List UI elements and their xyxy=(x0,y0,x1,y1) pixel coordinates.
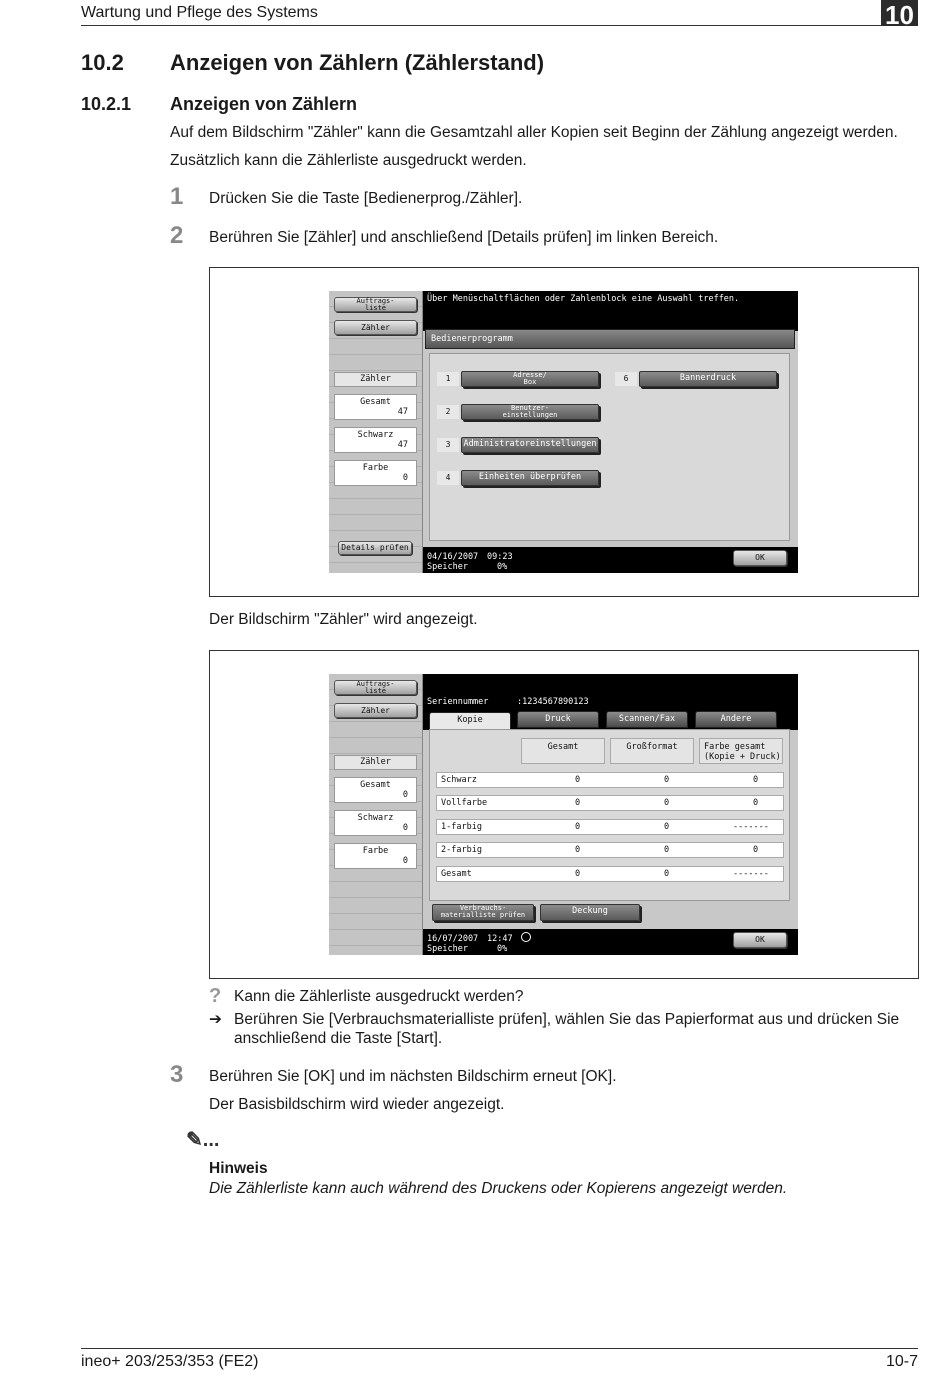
side-counter-label: Zähler xyxy=(334,372,417,387)
menu-number: 6 xyxy=(615,372,637,386)
serial-label: Seriennummer xyxy=(427,697,489,707)
counter-label: Farbe xyxy=(362,463,389,473)
counter-label: Gesamt xyxy=(360,397,391,407)
job-list-button[interactable]: Auftrags- liste xyxy=(334,680,417,695)
table-row xyxy=(436,795,784,811)
cell-value: 0 xyxy=(664,845,670,855)
panel-title: Bedienerprogramm xyxy=(431,334,513,344)
table-row xyxy=(436,772,784,788)
table-row xyxy=(436,866,784,882)
details-check-button[interactable]: Details prüfen xyxy=(338,541,412,555)
time: 12:47 xyxy=(487,934,513,944)
menu-button-banner-print[interactable]: Bannerdruck xyxy=(639,371,777,387)
menu-number: 1 xyxy=(437,372,459,386)
memory-value: 0% xyxy=(497,562,508,572)
cell-value: ------- xyxy=(733,869,769,879)
arrow-icon: ➔ xyxy=(209,1011,222,1028)
step-text: Berühren Sie [Zähler] und anschließend [Details prüfen] im linken Bereich. xyxy=(209,229,719,246)
menu-button-admin-settings[interactable]: Administratoreinstellungen xyxy=(461,437,599,453)
counter-label: Schwarz xyxy=(357,813,394,823)
chapter-number: 10 xyxy=(885,0,914,30)
cell-value: 0 xyxy=(753,845,759,855)
row-label: Schwarz xyxy=(441,775,477,785)
result-text: Der Basisbildschirm wird wieder angezeigt. xyxy=(209,1096,505,1113)
subsection-number: 10.2.1 xyxy=(81,94,132,114)
counter-value: 0 xyxy=(402,473,408,483)
network-icon xyxy=(521,932,531,942)
top-info-bar xyxy=(423,674,798,710)
step-number: 3 xyxy=(170,1061,184,1088)
note-text: Die Zählerliste kann auch während des Druckens oder Kopierens angezeigt werden. xyxy=(209,1180,788,1197)
cell-value: 0 xyxy=(575,822,581,832)
control-panel-screen-counter xyxy=(329,674,798,955)
menu-button-user-settings[interactable]: Benutzer- einstellungen xyxy=(461,404,599,420)
counter-label: Gesamt xyxy=(360,780,391,790)
side-counter-label: Zähler xyxy=(334,755,417,770)
counter-button[interactable]: Zähler xyxy=(334,320,417,335)
row-label: 1-farbig xyxy=(441,822,482,832)
cell-value: 0 xyxy=(575,798,581,808)
row-label: 2-farbig xyxy=(441,845,482,855)
step-number: 1 xyxy=(170,183,184,210)
instruction-text: Über Menüschaltflächen oder Zahlenblock eine Auswahl treffen. xyxy=(427,294,740,304)
memory-label: Speicher xyxy=(427,562,468,572)
menu-number: 2 xyxy=(437,405,459,419)
pencil-note-icon: ✎... xyxy=(186,1129,220,1151)
column-header: Gesamt xyxy=(521,738,605,764)
faq-answer-line-2: anschließend die Taste [Start]. xyxy=(234,1030,443,1047)
cell-value: 0 xyxy=(575,845,581,855)
counter-label: Farbe xyxy=(362,846,389,856)
tab-other[interactable]: Andere xyxy=(695,711,777,728)
tab-copy[interactable]: Kopie xyxy=(429,712,511,729)
counter-value: 0 xyxy=(402,823,408,833)
result-text: Der Bildschirm "Zähler" wird angezeigt. xyxy=(209,611,478,628)
job-list-button[interactable]: Auftrags- liste xyxy=(334,297,417,312)
tab-print[interactable]: Druck xyxy=(517,711,599,728)
cell-value: 0 xyxy=(575,775,581,785)
page-number: 10-7 xyxy=(885,1353,918,1370)
note-title: Hinweis xyxy=(209,1160,268,1177)
menu-number: 3 xyxy=(437,438,459,452)
cell-value: 0 xyxy=(753,775,759,785)
cell-value: 0 xyxy=(664,775,670,785)
coverage-button[interactable]: Deckung xyxy=(540,904,640,921)
counter-black xyxy=(334,427,417,453)
counter-value: 47 xyxy=(397,440,408,450)
faq-question: Kann die Zählerliste ausgedruckt werden? xyxy=(234,988,524,1005)
row-label: Gesamt xyxy=(441,869,472,879)
running-header: Wartung und Pflege des Systems xyxy=(81,4,318,21)
counter-button[interactable]: Zähler xyxy=(334,703,417,718)
cell-value: 0 xyxy=(664,798,670,808)
section-number: 10.2 xyxy=(81,50,124,75)
column-header: Großformat xyxy=(610,738,694,764)
counter-total xyxy=(334,777,417,803)
counter-color xyxy=(334,843,417,869)
step-text: Berühren Sie [OK] und im nächsten Bildschirm erneut [OK]. xyxy=(209,1068,617,1085)
serial-value: :1234567890123 xyxy=(517,697,589,707)
time: 09:23 xyxy=(487,552,513,562)
ok-button[interactable]: OK xyxy=(733,932,787,948)
date: 16/07/2007 xyxy=(427,934,479,944)
counter-color xyxy=(334,460,417,486)
cell-value: 0 xyxy=(664,869,670,879)
top-message-bar xyxy=(423,291,798,331)
menu-button-address-box[interactable]: Adresse/ Box xyxy=(461,371,599,387)
subsection-title: Anzeigen von Zählern xyxy=(170,94,358,114)
control-panel-screen-bedienerprogramm xyxy=(329,291,798,573)
tab-scan-fax[interactable]: Scannen/Fax xyxy=(606,711,688,728)
footer-rule xyxy=(81,1348,918,1349)
counter-black xyxy=(334,810,417,836)
cell-value: ------- xyxy=(733,822,769,832)
counter-value: 47 xyxy=(397,407,408,417)
table-row xyxy=(436,819,784,835)
table-row xyxy=(436,842,784,858)
counter-value: 0 xyxy=(402,856,408,866)
date: 04/16/2007 xyxy=(427,552,479,562)
counter-total xyxy=(334,394,417,420)
cell-value: 0 xyxy=(753,798,759,808)
section-title: Anzeigen von Zählern (Zählerstand) xyxy=(170,50,545,75)
footer-model: ineo+ 203/253/353 (FE2) xyxy=(81,1353,259,1370)
step-text: Drücken Sie die Taste [Bedienerprog./Zähler]. xyxy=(209,190,523,207)
column-header: Farbe gesamt (Kopie + Druck) xyxy=(699,738,783,764)
consumables-list-button[interactable]: Verbrauchs- materialliste prüfen xyxy=(432,904,534,921)
memory-label: Speicher xyxy=(427,944,468,954)
row-label: Vollfarbe xyxy=(441,798,488,808)
cell-value: 0 xyxy=(575,869,581,879)
panel-title-bar xyxy=(425,329,795,349)
intro-paragraph-2: Zusätzlich kann die Zählerliste ausgedruckt werden. xyxy=(170,152,527,169)
counter-label: Schwarz xyxy=(357,430,394,440)
header-rule xyxy=(81,25,918,26)
counter-value: 0 xyxy=(402,790,408,800)
faq-answer-line-1: Berühren Sie [Verbrauchsmaterialliste prüfen], wählen Sie das Papierformat aus und drücken Sie xyxy=(234,1011,900,1028)
question-icon: ? xyxy=(209,985,222,1007)
intro-paragraph-1: Auf dem Bildschirm "Zähler" kann die Gesamtzahl aller Kopien seit Beginn der Zählung angezeigt werden. xyxy=(170,124,898,141)
cell-value: 0 xyxy=(664,822,670,832)
menu-button-check-details[interactable]: Einheiten überprüfen xyxy=(461,470,599,486)
menu-number: 4 xyxy=(437,471,459,485)
memory-value: 0% xyxy=(497,944,508,954)
step-number: 2 xyxy=(170,222,184,249)
ok-button[interactable]: OK xyxy=(733,550,787,566)
